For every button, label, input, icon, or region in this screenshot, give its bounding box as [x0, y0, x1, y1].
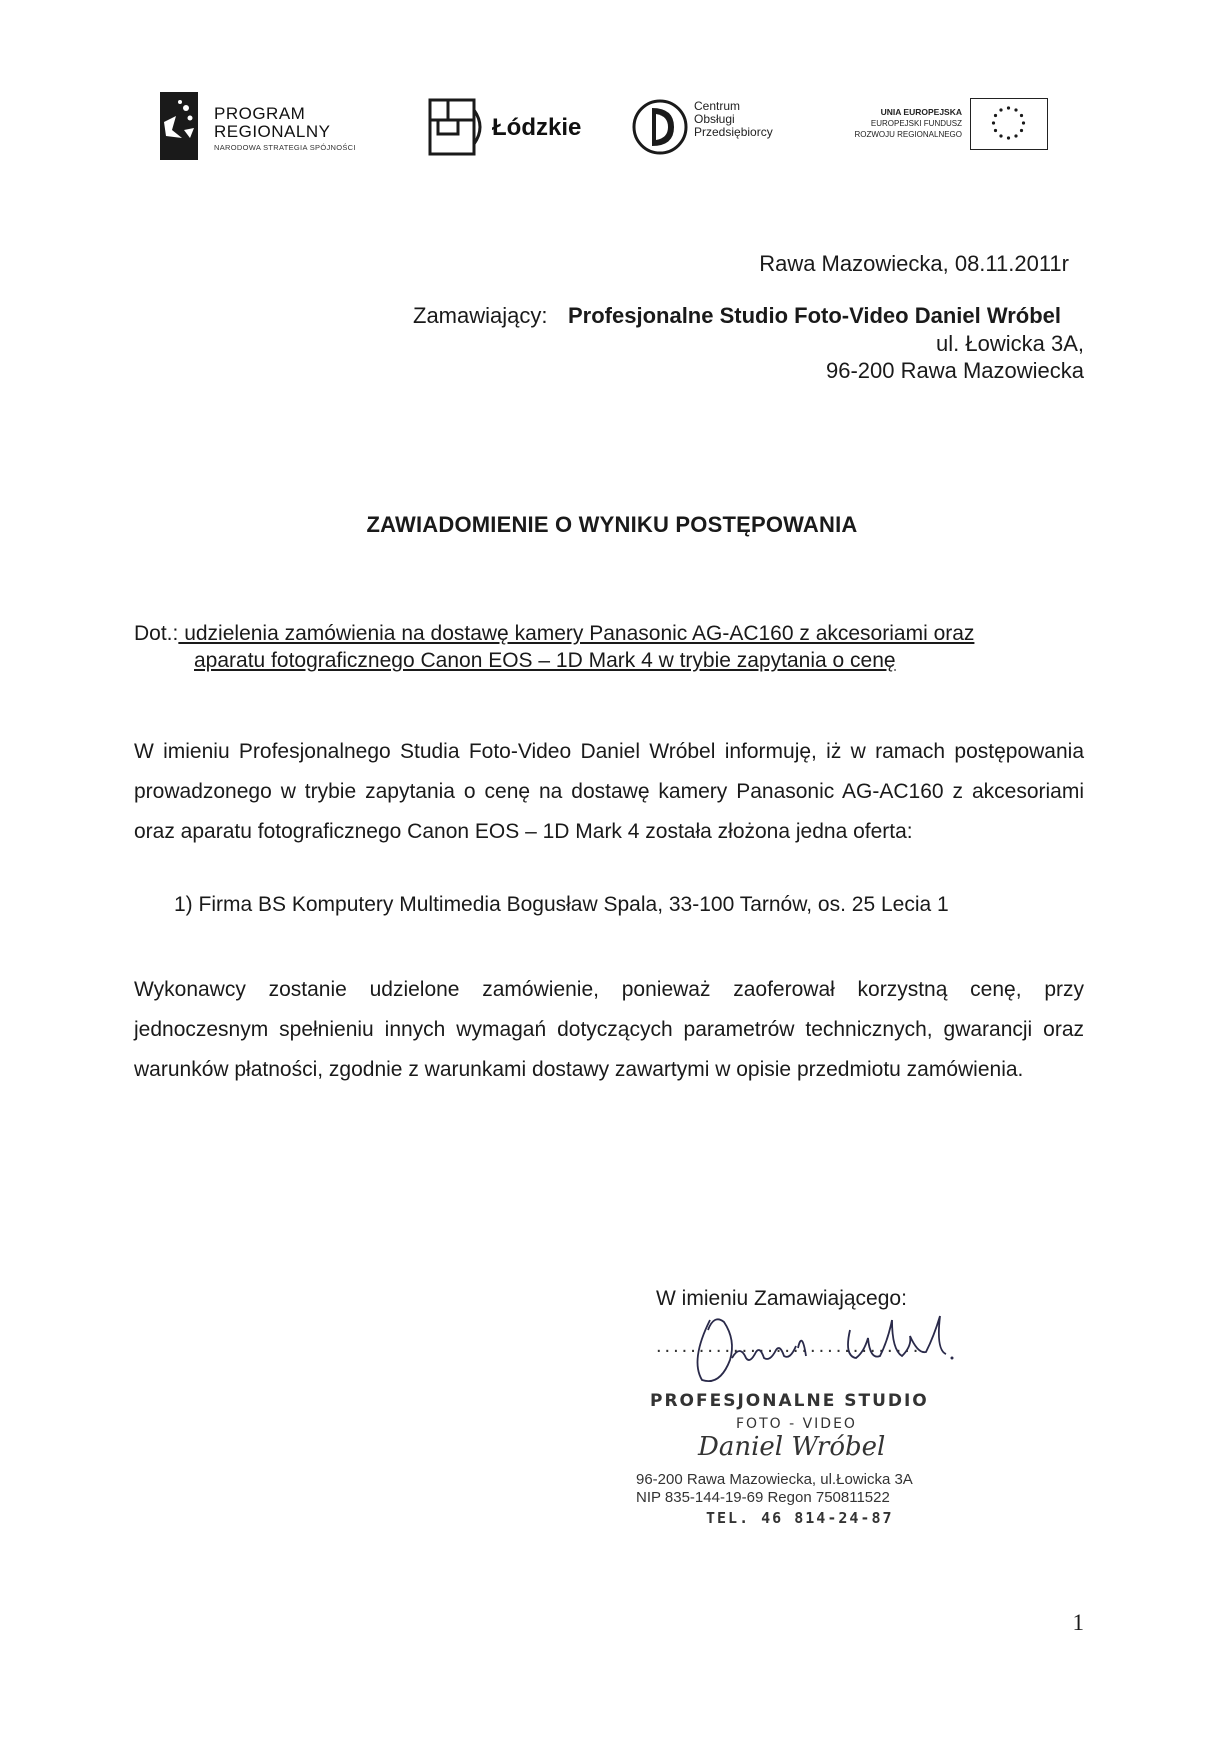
address-city: 96-200 Rawa Mazowiecka	[825, 358, 1084, 383]
lodzkie-label: Łódzkie	[492, 114, 582, 141]
program-regionalny-line3: NARODOWA STRATEGIA SPÓJNOŚCI	[214, 143, 356, 152]
subject-line-1: udzielenia zamówienia na dostawę kamery Panasonic AG-AC160 z akcesoriami oraz	[178, 622, 975, 645]
signature-dotted-line: ...............................	[656, 1335, 922, 1357]
stamp-line1: PROFESJONALNE STUDIO	[650, 1391, 929, 1411]
subject-block	[134, 620, 1079, 674]
program-regionalny-line2: REGIONALNY	[214, 122, 331, 141]
unia-europejska-logo	[822, 98, 1052, 152]
ue-line3: ROZWOJU REGIONALNEGO	[854, 130, 962, 139]
program-regionalny-mark-icon	[160, 92, 198, 160]
page-number: 1	[1072, 1610, 1084, 1635]
lodzkie-mark-icon	[428, 98, 486, 156]
stamp-line4: 96-200 Rawa Mazowiecka, ul.Łowicka 3A	[636, 1471, 913, 1488]
centrum-line3: Przedsiębiorcy	[694, 125, 773, 139]
signature-label: W imieniu Zamawiającego:	[656, 1287, 907, 1310]
stamp-line3: Daniel Wróbel	[698, 1432, 886, 1462]
letter-date: Rawa Mazowiecka, 08.11.2011r	[759, 251, 1069, 276]
address-street: ul. Łowicka 3A,	[936, 331, 1084, 356]
stamp-line2: FOTO - VIDEO	[736, 1416, 857, 1432]
offer-list-item: 1) Firma BS Komputery Multimedia Bogusław Spala, 33-100 Tarnów, os. 25 Lecia 1	[174, 893, 949, 916]
document-title: ZAWIADOMIENIE O WYNIKU POSTĘPOWANIA	[366, 512, 858, 537]
centrum-line1: Centrum	[694, 99, 741, 113]
program-regionalny-line1: PROGRAM	[214, 104, 306, 123]
centrum-obslugi-text	[694, 100, 773, 139]
centrum-line2: Obsługi	[694, 112, 735, 126]
stamp-line5: NIP 835-144-19-69 Regon 750811522	[636, 1489, 890, 1506]
centrum-obslugi-logo	[632, 96, 802, 158]
handwritten-signature	[680, 1300, 980, 1390]
stamp-line6: TEL. 46 814-24-87	[706, 1509, 894, 1527]
centrum-obslugi-mark-icon	[632, 98, 688, 156]
eu-flag-icon	[970, 98, 1048, 150]
program-regionalny-logo	[160, 92, 375, 162]
ordering-party-label: Zamawiający:	[413, 303, 548, 328]
lodzkie-logo	[428, 98, 588, 156]
ordering-party-name: Profesjonalne Studio Foto-Video Daniel Wróbel	[568, 303, 1062, 328]
paragraph-award: Wykonawcy zostanie udzielone zamówienie, ponieważ zaoferował korzystną cenę, przy jednoczesnym spełnieniu innych wymagań dotyczących parametrów technicznych, gwarancji oraz warunków płatności, zgodnie z warunkami dostawy zawartymi w opisie przedmiotu zamówienia.	[134, 978, 1084, 1081]
subject-prefix: Dot.:	[134, 622, 179, 645]
subject-line-2: aparatu fotograficznego Canon EOS – 1D Mark 4 w trybie zapytania o cenę	[194, 649, 896, 672]
ue-text	[822, 107, 962, 140]
ue-line1: UNIA EUROPEJSKA	[880, 107, 962, 117]
paragraph-offers: W imieniu Profesjonalnego Studia Foto-Video Daniel Wróbel informuję, iż w ramach postępowania prowadzonego w trybie zapytania o cenę na dostawę kamery Panasonic AG-AC160 z akcesoriami oraz aparatu fotograficznego Canon EOS – 1D Mark 4 została złożona jedna oferta:	[134, 740, 1084, 843]
ue-line2: EUROPEJSKI FUNDUSZ	[870, 119, 962, 128]
